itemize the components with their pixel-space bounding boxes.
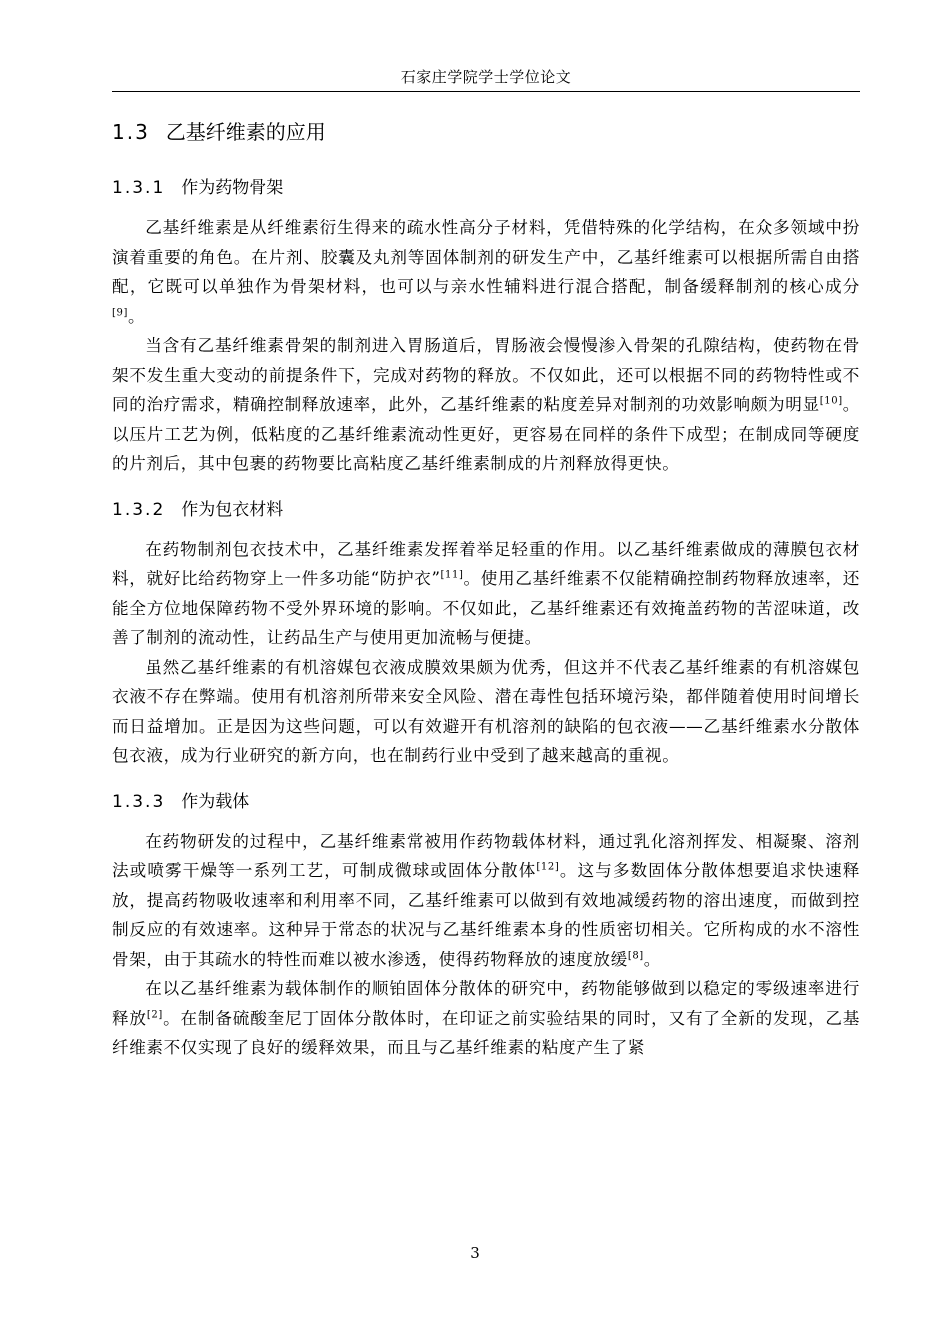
paragraph-text: 当含有乙基纤维素骨架的制剂进入胃肠道后，胃肠液会慢慢渗入骨架的孔隙结构，使药物在骨架不发生重大变动的前提条件下，完成对药物的释放。不仅如此，还可以根据不同的药物特性或不同的治疗需求，精确控制释放速率，此外，乙基纤维素的粘度差异对制剂的功效影响颇为明显	[112, 336, 860, 414]
subsection-number: 1.3.2	[112, 499, 166, 520]
citation: [2]	[146, 1008, 163, 1020]
paragraph	[112, 974, 860, 1063]
subsection-title: 作为药物骨架	[181, 178, 284, 198]
subsection-heading-1-3-1	[112, 175, 860, 201]
paragraph-tail: 。以压片工艺为例，低粘度的乙基纤维素流动性更好，更容易在同样的条件下成型；在制成同等硬度的片剂后，其中包裹的药物要比高粘度乙基纤维素制成的片剂释放得更快。	[112, 395, 860, 473]
paragraph-text: 在以乙基纤维素为载体制作的顺铂固体分散体的研究中，药物能够做到以稳定的零级速率进行释放	[112, 979, 860, 1028]
running-header: 石家庄学院学士学位论文	[400, 68, 572, 86]
header-rule	[112, 91, 860, 92]
paragraph-tail: 。这与多数固体分散体想要追求快速释放，提高药物吸收速率和利用率不同，乙基纤维素可以做到有效地减缓药物的溶出速度，而做到控制反应的有效速率。这种异于常态的状况与乙基纤维素本身的性质密切相关。它所构成的水不溶性骨架，由于其疏水的特性而难以被水渗透，使得药物释放的速度放缓[8]。	[112, 861, 860, 969]
citation: [12]	[536, 861, 560, 873]
paragraph	[112, 827, 860, 975]
paragraph	[112, 213, 860, 331]
main-content	[112, 116, 860, 1063]
paragraph	[112, 653, 860, 771]
citation: [10]	[819, 395, 843, 407]
subsection-heading-1-3-2	[112, 497, 860, 523]
paragraph-tail: 。	[127, 306, 146, 326]
citation: [9]	[112, 306, 128, 318]
subsection-title: 作为包衣材料	[181, 499, 284, 520]
paragraph	[112, 331, 860, 479]
section-title: 乙基纤维素的应用	[165, 120, 326, 144]
citation: [11]	[440, 569, 464, 581]
paragraph-text: 在药物研发的过程中，乙基纤维素常被用作药物载体材料，通过乳化溶剂挥发、相凝聚、溶剂法或喷雾干燥等一系列工艺，可制成微球或固体分散体	[112, 831, 860, 880]
section-heading	[112, 116, 860, 148]
paragraph-tail: 。使用乙基纤维素不仅能精确控制药物释放速率，还能全方位地保障药物不受外界环境的影响。不仅如此，乙基纤维素还有效掩盖药物的苦涩味道，改善了制剂的流动性，让药品生产与使用更加流畅与便捷。	[112, 569, 860, 647]
paragraph	[112, 535, 860, 653]
page-number: 3	[470, 1244, 480, 1262]
subsection-heading-1-3-3	[112, 789, 860, 815]
paragraph-text: 乙基纤维素是从纤维素衍生得来的疏水性高分子材料，凭借特殊的化学结构，在众多领域中扮演着重要的角色。在片剂、胶囊及丸剂等固体制剂的研发生产中，乙基纤维素可以根据所需自由搭配，它既可以单独作为骨架材料，也可以与亲水性辅料进行混合搭配，制备缓释制剂的核心成分	[112, 218, 860, 296]
subsection-number: 1.3.1	[112, 178, 166, 198]
paragraph-tail: 。在制备硫酸奎尼丁固体分散体时，在印证之前实验结果的同时，又有了全新的发现，乙基纤维素不仅实现了良好的缓释效果，而且与乙基纤维素的粘度产生了紧	[112, 1008, 860, 1057]
subsection-title: 作为载体	[181, 791, 250, 812]
paragraph-text: 虽然乙基纤维素的有机溶媒包衣液成膜效果颇为优秀，但这并不代表乙基纤维素的有机溶媒包衣液不存在弊端。使用有机溶剂所带来安全风险、潜在毒性包括环境污染，都伴随着使用时间增长而日益增加。正是因为这些问题，可以有效避开有机溶剂的缺陷的包衣液——乙基纤维素水分散体包衣液，成为行业研究的新方向，也在制药行业中受到了越来越高的重视。	[112, 657, 860, 765]
paragraph-text: 在药物制剂包衣技术中，乙基纤维素发挥着举足轻重的作用。以乙基纤维素做成的薄膜包衣材料，就好比给药物穿上一件多功能“防护衣”	[112, 539, 860, 588]
citation: [8]	[627, 949, 644, 961]
section-number: 1.3	[112, 120, 150, 144]
subsection-number: 1.3.3	[112, 791, 166, 812]
